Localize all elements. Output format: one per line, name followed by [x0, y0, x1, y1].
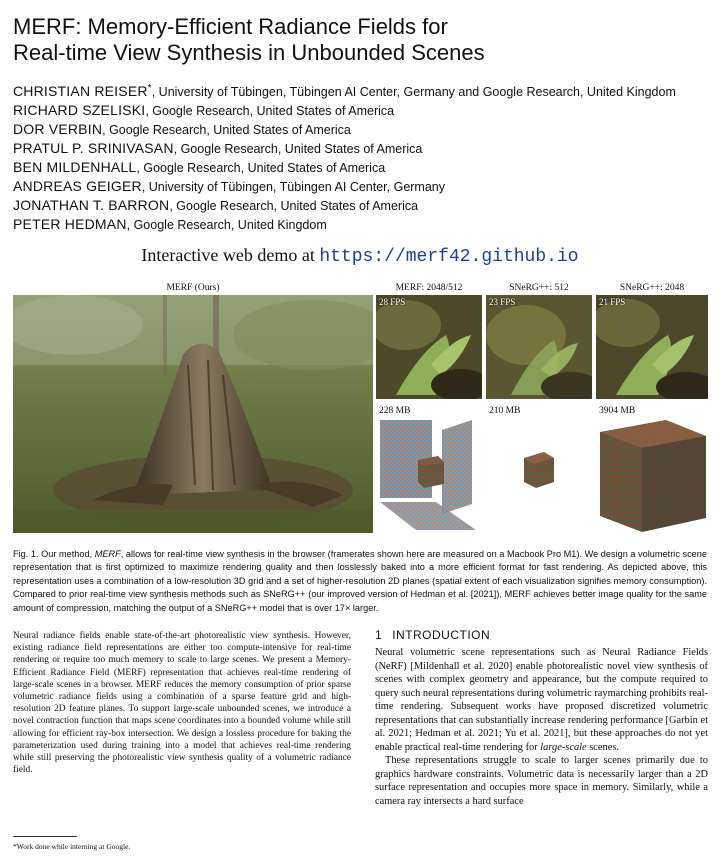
author-name: RICHARD SZELISKI	[13, 102, 146, 119]
section-title: INTRODUCTION	[392, 628, 491, 642]
author-name: JONATHAN T. BARRON	[13, 197, 170, 214]
author-name: DOR VERBIN	[13, 121, 103, 138]
author-entry	[13, 158, 713, 177]
paragraph-emphasis: large-scale	[540, 741, 587, 753]
figure-caption	[13, 548, 707, 615]
fps-readout: 21 FPS	[599, 297, 626, 307]
caption-text: , allows for real-time view synthesis in the browser (framerates shown here are measured on a Macbook Pro M1). We design a volumetric scene representation that is first optimized to maximize rendering quality and then losslessly baked into a more efficient format for fast rendering. As depicted above, this representation uses a combination of a low-resolution 3D grid and a set of higher-resolution 2D planes (spatial extent of each visualization signifies memory consumption). Compared to prior real-time view synthesis methods such as SNeRG++ (our improved version of Hedman et al. [2021]), MERF achieves better image quality for the same amount of compression, matching the output of a SNeRG++ model that is over 17× larger.	[13, 549, 708, 613]
crop-image-snerg-512	[486, 295, 592, 399]
section-number: 1	[375, 628, 383, 642]
paragraph-text: scenes.	[586, 741, 619, 753]
author-entry	[13, 215, 713, 234]
demo-line	[0, 244, 720, 268]
introduction-body	[375, 646, 708, 808]
crop-image-snerg-2048	[596, 295, 708, 399]
author-entry	[13, 120, 713, 139]
snerg-2048-grid-visualization	[596, 418, 708, 533]
demo-prefix: Interactive web demo at	[141, 245, 320, 265]
author-name: CHRISTIAN REISER	[13, 83, 148, 100]
author-entry	[13, 139, 713, 158]
footnote: *Work done while interning at Google.	[13, 842, 131, 851]
author-affiliation: , Google Research, United States of America	[173, 142, 423, 157]
author-affiliation: , Google Research, United States of America	[102, 123, 351, 138]
fps-readout: 28 FPS	[379, 297, 406, 307]
figure-label-main: MERF (Ours)	[166, 283, 220, 293]
memory-label-snerg-512: 210 MB	[489, 406, 521, 416]
author-affiliation: , Google Research, United States of America	[145, 104, 395, 119]
title-line: Real-time View Synthesis in Unbounded Scenes	[13, 40, 485, 65]
author-entry	[13, 177, 713, 196]
author-affiliation: , University of Tübingen, Tübingen AI Center, Germany	[141, 180, 446, 195]
author-name: ANDREAS GEIGER	[13, 178, 142, 195]
author-entry	[13, 101, 713, 120]
main-scene-image	[13, 295, 373, 533]
author-list	[13, 80, 713, 234]
crop-image-merf	[376, 295, 482, 399]
author-affiliation: , Google Research, United Kingdom	[126, 218, 327, 233]
author-affiliation: , University of Tübingen, Tübingen AI Center, Germany and Google Research, United Kingdom	[151, 85, 676, 100]
caption-text: Our method,	[38, 549, 95, 559]
figure-label-col3: SNeRG++: 2048	[619, 283, 685, 293]
fps-readout: 23 FPS	[489, 297, 516, 307]
figure-label-col1: MERF: 2048/512	[395, 283, 463, 293]
caption-label: Fig. 1.	[13, 549, 39, 559]
caption-emphasis: MERF	[94, 549, 121, 559]
title-line: MERF: Memory-Efficient Radiance Fields for	[13, 14, 448, 39]
abstract: Neural radiance fields enable state-of-the-art photorealistic view synthesis. However, existing radiance field representations are either too compute-intensive for real-time rendering or require too much memory to scale to large scenes. We present a Memory-Efficient Radiance Field (MERF) representation that achieves real-time rendering of large-scale scenes in a browser. MERF reduces the memory consumption of prior sparse volumetric radiance fields using a combination of a sparse feature grid and high-resolution 2D feature planes. To support large-scale unbounded scenes, we introduce a novel contraction function that maps scene coordinates into a bounded volume while still allowing for efficient ray-box intersection. We design a lossless procedure for baking the parameterization used during training into a model that achieves real-time rendering while still preserving the photorealistic view synthesis quality of a volumetric radiance field.	[13, 631, 351, 776]
paper-title	[13, 14, 693, 66]
author-mark: *	[147, 83, 152, 94]
merf-planes-visualization	[376, 418, 482, 533]
memory-label-snerg-2048: 3904 MB	[599, 406, 636, 416]
section-heading	[375, 628, 500, 642]
author-name: BEN MILDENHALL	[13, 159, 137, 176]
paragraph-text: Neural volumetric scene representations such as Neural Radiance Fields (NeRF) [Mildenhall et al. 2020] enable photorealistic novel view synthesis of scenes with complex geometry and appearance, but the compute required to query such neural representations during volumetric raymarching prohibits real-time rendering. Subsequent works have proposed discretized volumetric representations that can substantially increase rendering performance [Garbin et al. 2021; Hedman et al. 2021; Yu et al. 2021], but these approaches do not yet enable practical real-time rendering for	[375, 647, 708, 753]
footnote-rule	[13, 836, 77, 837]
paragraph: These representations struggle to scale to larger scenes primarily due to graphics hardware constraints. Volumetric data is necessarily larger than a 2D surface representation and occupies more space in memory. Similarly, while a camera ray intersects a hard surface	[375, 755, 708, 807]
author-affiliation: , Google Research, United States of America	[136, 161, 386, 176]
paragraph	[375, 646, 708, 754]
author-name: PETER HEDMAN	[13, 216, 127, 233]
figure-label-col2: SNeRG++: 512	[509, 283, 569, 293]
memory-label-merf: 228 MB	[379, 406, 411, 416]
author-entry	[13, 196, 713, 215]
author-affiliation: , Google Research, United States of America	[169, 199, 419, 214]
author-entry	[13, 80, 713, 101]
snerg-512-grid-visualization	[486, 418, 592, 533]
demo-link[interactable]: https://merf42.github.io	[319, 247, 579, 267]
author-name: PRATUL P. SRINIVASAN	[13, 140, 174, 157]
